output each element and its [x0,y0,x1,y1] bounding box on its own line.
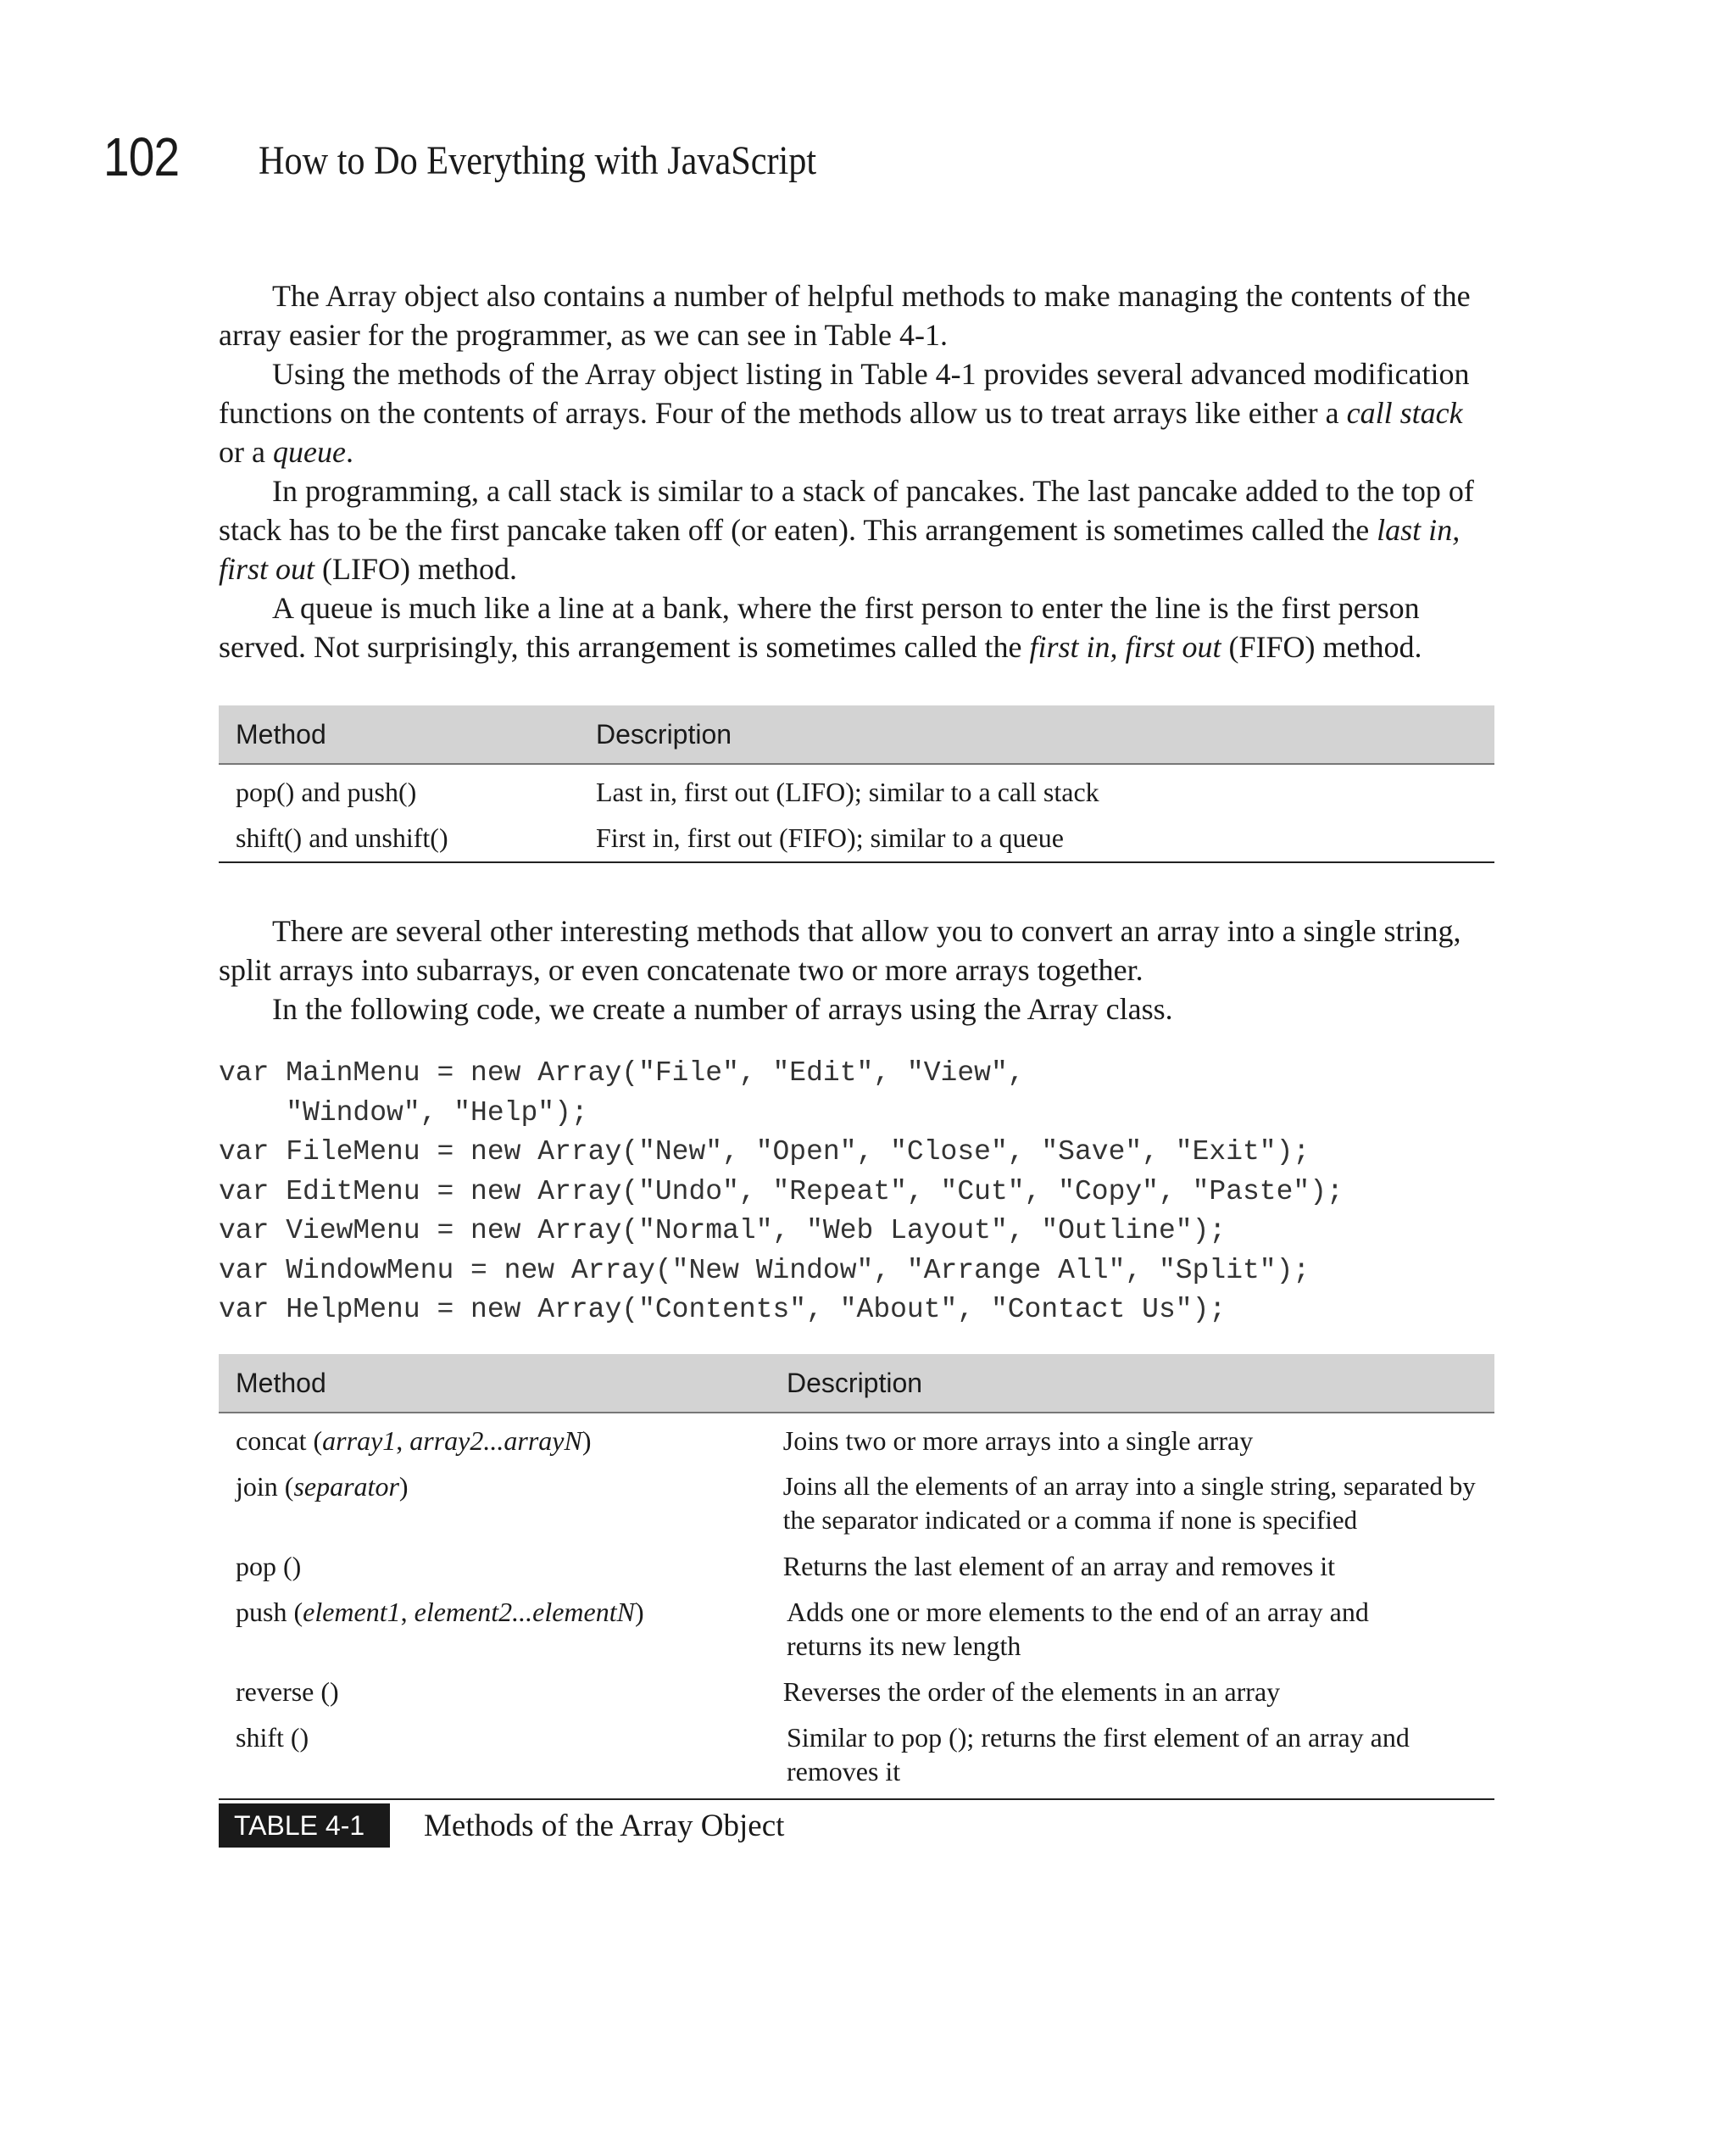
stack-queue-table [219,705,1494,863]
paragraph: A queue is much like a line at a bank, where the first person to enter the line is the first person served. Not surprisingly, this arrangement is sometimes called the first in, first out (FIFO) method. [219,591,1422,664]
code-listing: var MainMenu = new Array("File", "Edit", "View", "Window", "Help"); var FileMenu = new Array("New", "Open", "Close", "Save", "Exit"); var EditMenu = new Array("Undo", "Repeat", "Cut", "Copy", "Paste"); var ViewMenu = new Array("Normal", "Web Layout", "Outline"); var WindowMenu = new Array("New Window", "Arrange All", "Split"); var HelpMenu = new Array("Contents", "About", "Contact Us"); [219,1057,1344,1325]
description-cell: Adds one or more elements to the end of an array and returns its new length [787,1597,1369,1661]
method-cell: reverse () [236,1676,339,1707]
header-cell: Description [596,718,732,750]
middle-section [219,911,1494,1028]
emphasis: call stack [1346,396,1463,430]
table-row [219,1675,1494,1708]
description-cell: Similar to pop (); returns the first element of an array and removes it [787,1722,1410,1786]
table-header [219,705,1494,765]
table-row [219,1595,1494,1663]
method-cell: join (separator) [236,1471,409,1502]
table-cell: Last in, first out (LIFO); similar to a call stack [596,777,1099,807]
table-row [219,1720,1494,1788]
method-cell: concat (array1, array2...arrayN) [236,1425,592,1456]
table-row [219,1469,1494,1537]
header-cell: Method [236,718,326,750]
table-row [219,1424,1494,1458]
table-row [219,775,1494,809]
header-cell: Description [787,1367,923,1398]
emphasis: last in, first out [219,513,1461,586]
table-header [219,1354,1494,1413]
paragraph: The Array object also contains a number of helpful methods to make managing the contents of the array easier for the programmer, as we can see in Table 4-1. [219,279,1471,352]
method-cell: shift () [236,1722,309,1753]
paragraph: Using the methods of the Array object listing in Table 4-1 provides several advanced modification functions on the contents of arrays. Four of the methods allow us to treat arrays like either a call stack or a queue. [219,357,1470,469]
table-label: TABLE 4-1 [219,1803,390,1848]
description-cell: Reverses the order of the elements in an array [782,1676,1281,1707]
array-methods-table [219,1354,1494,1800]
table-caption [219,1803,784,1848]
table-cell: First in, first out (FIFO); similar to a queue [596,822,1064,853]
paragraph: In the following code, we create a number of arrays using the Array class. [272,992,1173,1026]
paragraph: There are several other interesting methods that allow you to convert an array into a single string, split arrays into subarrays, or even concatenate two or more arrays together. [219,914,1461,987]
paragraph: In programming, a call stack is similar to a stack of pancakes. The last pancake added to the top of stack has to be the first pancake taken off (or eaten). This arrangement is sometimes called the last in, first out (LIFO) method. [219,474,1474,586]
description-cell: Joins two or more arrays into a single array [782,1425,1254,1456]
table-cell: pop() and push() [236,777,417,807]
emphasis: first in, first out [1029,630,1221,664]
intro-section [219,276,1494,666]
emphasis: queue [272,435,346,469]
caption-text: Methods of the Array Object [424,1808,785,1843]
description-cell: Returns the last element of an array and removes it [782,1551,1336,1581]
method-cell: pop () [236,1551,302,1581]
header-cell: Method [236,1367,326,1398]
table-row [219,1549,1494,1583]
page-number: 102 [103,126,180,187]
method-cell: push (element1, element2...elementN) [236,1597,644,1627]
table-row [219,821,1494,855]
table-cell: shift() and unshift() [236,822,448,853]
description-cell: Joins all the elements of an array into a single string, separated by the separator indicated or a comma if none is specified [782,1471,1476,1535]
book-title: How to Do Everything with JavaScript [259,138,817,183]
